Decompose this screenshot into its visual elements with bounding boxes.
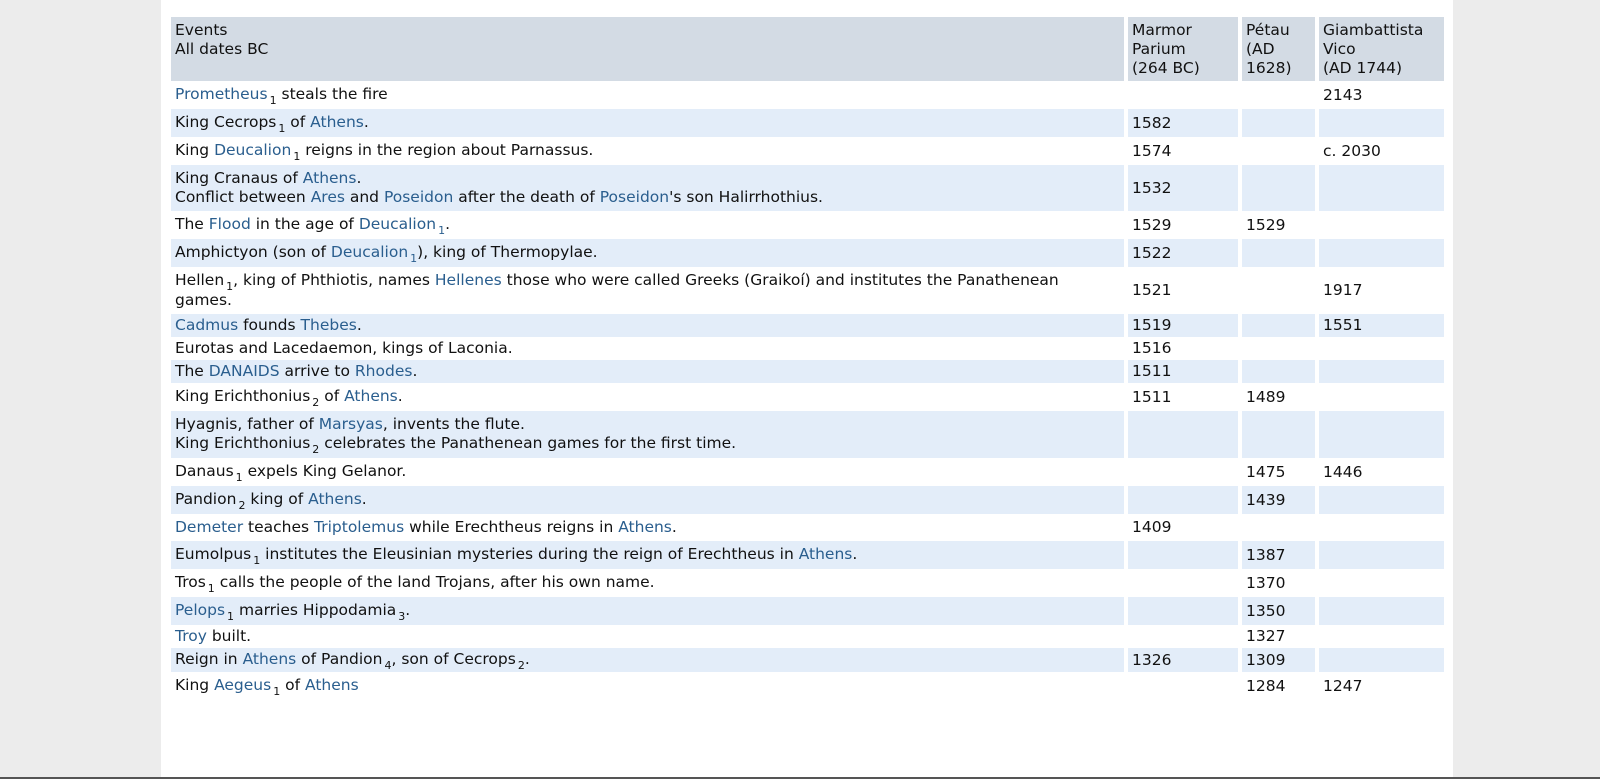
event-cell	[171, 648, 1128, 672]
event-line	[175, 650, 1120, 670]
event-line	[175, 85, 1120, 105]
table-body	[171, 81, 1444, 700]
marmor-date-cell	[1128, 109, 1242, 137]
subscript-number: 2	[517, 659, 525, 672]
event-line	[175, 676, 1120, 696]
event-text: expels King Gelanor.	[242, 462, 407, 480]
table-row	[171, 337, 1444, 360]
petau-date-cell	[1242, 109, 1319, 137]
entity-link[interactable]: Athens	[302, 169, 357, 187]
entity-link[interactable]: Athens	[618, 518, 672, 536]
event-line	[175, 316, 1120, 335]
date-value: 1519	[1132, 316, 1172, 334]
event-text: Amphictyon (son of	[175, 243, 331, 261]
vico-date-cell	[1319, 239, 1444, 267]
entity-link[interactable]: Poseidon	[383, 188, 454, 206]
header-petau	[1242, 17, 1319, 81]
event-text: King	[175, 676, 215, 694]
event-cell	[171, 458, 1128, 486]
subscript-number: 4	[384, 659, 392, 672]
entity-link[interactable]: Aegeus	[214, 676, 272, 694]
entity-link[interactable]: Deucalion	[214, 141, 292, 159]
vico-date-cell	[1319, 211, 1444, 239]
event-line	[175, 601, 1120, 621]
subscript-number: 1	[273, 685, 281, 698]
date-value: 1551	[1323, 316, 1363, 334]
event-text: .	[363, 113, 369, 131]
date-value: 1327	[1246, 627, 1286, 645]
event-cell	[171, 411, 1128, 458]
date-value: 1370	[1246, 573, 1286, 592]
event-line	[175, 243, 1120, 263]
header-events	[171, 17, 1128, 81]
date-value: 1917	[1323, 281, 1363, 299]
vico-date-cell	[1319, 597, 1444, 625]
vico-date-cell	[1319, 411, 1444, 458]
vico-date-cell	[1319, 625, 1444, 648]
petau-date-cell	[1242, 267, 1319, 314]
date-value: 1521	[1132, 281, 1172, 299]
table-row	[171, 486, 1444, 514]
event-line	[175, 545, 1120, 565]
petau-date-cell	[1242, 81, 1319, 109]
event-cell	[171, 597, 1128, 625]
event-text: those who were called Greeks (Graikoí) and institutes the Panathenean games.	[175, 271, 1059, 309]
event-text: institutes the Eleusinian mysteries during the reign of Erechtheus in	[260, 545, 799, 563]
table-row	[171, 383, 1444, 411]
event-line	[175, 415, 1120, 434]
table-row	[171, 625, 1444, 648]
entity-link[interactable]: Troy	[175, 627, 207, 645]
event-cell	[171, 541, 1128, 569]
petau-date-cell	[1242, 672, 1319, 700]
event-text: Eumolpus	[175, 545, 252, 563]
date-value: 1489	[1246, 387, 1286, 406]
entity-link[interactable]: DANAIDS	[208, 362, 280, 380]
header-marmor-parium	[1128, 17, 1242, 81]
vico-date-cell	[1319, 672, 1444, 700]
event-line	[175, 518, 1120, 537]
event-text: .	[445, 215, 450, 233]
header-petau-line: Pétau	[1246, 21, 1290, 39]
marmor-date-cell	[1128, 383, 1242, 411]
event-text: Reign in	[175, 650, 243, 668]
header-vico	[1319, 17, 1444, 81]
vico-date-cell	[1319, 541, 1444, 569]
marmor-date-cell	[1128, 239, 1242, 267]
petau-date-cell	[1242, 625, 1319, 648]
petau-date-cell	[1242, 411, 1319, 458]
event-text: Conflict between	[175, 188, 311, 206]
date-value: 1529	[1132, 215, 1172, 234]
date-value: 1247	[1323, 676, 1363, 695]
subscript-number: 3	[398, 610, 406, 623]
marmor-date-cell	[1128, 569, 1242, 597]
event-cell	[171, 383, 1128, 411]
header-petau-line: 1628)	[1246, 59, 1292, 77]
event-text: , king of Phthiotis, names	[233, 271, 435, 289]
petau-date-cell	[1242, 337, 1319, 360]
marmor-date-cell	[1128, 648, 1242, 672]
event-text: Eurotas and Lacedaemon, kings of Laconia.	[175, 339, 513, 357]
marmor-date-cell	[1128, 597, 1242, 625]
petau-date-cell	[1242, 458, 1319, 486]
table-row	[171, 267, 1444, 314]
event-text: in the age of	[250, 215, 359, 233]
table-row	[171, 314, 1444, 337]
date-value: c. 2030	[1323, 141, 1381, 160]
table-row	[171, 458, 1444, 486]
date-value: 1309	[1246, 650, 1286, 669]
entity-link[interactable]: Marsyas	[318, 415, 383, 433]
table-row	[171, 648, 1444, 672]
vico-date-cell	[1319, 383, 1444, 411]
entity-link[interactable]: Athens	[308, 490, 362, 508]
date-value: 1387	[1246, 545, 1286, 564]
event-text: of Pandion	[296, 650, 383, 668]
marmor-date-cell	[1128, 625, 1242, 648]
event-cell	[171, 81, 1128, 109]
petau-date-cell	[1242, 211, 1319, 239]
petau-date-cell	[1242, 239, 1319, 267]
date-value: 1529	[1246, 215, 1286, 234]
chronology-table	[171, 17, 1444, 700]
event-text: The	[175, 215, 209, 233]
table-row	[171, 165, 1444, 211]
vico-date-cell	[1319, 81, 1444, 109]
event-text: built.	[206, 627, 252, 645]
entity-link[interactable]: Thebes	[300, 316, 357, 334]
marmor-date-cell	[1128, 411, 1242, 458]
event-line	[175, 362, 1120, 381]
vico-date-cell	[1319, 137, 1444, 165]
event-line	[175, 627, 1120, 646]
table-row	[171, 109, 1444, 137]
event-cell	[171, 672, 1128, 700]
event-line	[175, 271, 1120, 310]
event-cell	[171, 514, 1128, 541]
petau-date-cell	[1242, 486, 1319, 514]
event-cell	[171, 211, 1128, 239]
event-text: King Erichthonius	[175, 387, 311, 405]
event-line	[175, 113, 1120, 133]
petau-date-cell	[1242, 569, 1319, 597]
petau-date-cell	[1242, 383, 1319, 411]
entity-link[interactable]: Athens	[798, 545, 853, 563]
entity-link[interactable]: Hellenes	[434, 271, 502, 289]
date-value: 2143	[1323, 85, 1363, 104]
vico-date-cell	[1319, 514, 1444, 541]
event-cell	[171, 314, 1128, 337]
date-value: 1409	[1132, 518, 1172, 536]
entity-link[interactable]: Athens	[310, 113, 364, 131]
vico-date-cell	[1319, 109, 1444, 137]
event-text: and	[344, 188, 384, 206]
table-header-row	[171, 17, 1444, 81]
subscript-number[interactable]: 1	[438, 224, 446, 237]
date-value: 1511	[1132, 387, 1172, 406]
vico-date-cell	[1319, 337, 1444, 360]
subscript-number: 2	[312, 443, 320, 456]
date-value: 1446	[1323, 462, 1363, 481]
petau-date-cell	[1242, 541, 1319, 569]
event-text: The	[175, 362, 209, 380]
subscript-number: 1	[253, 554, 261, 567]
petau-date-cell	[1242, 597, 1319, 625]
vico-date-cell	[1319, 360, 1444, 383]
table-row	[171, 211, 1444, 239]
event-text: marries Hippodamia	[234, 601, 397, 619]
table-row	[171, 360, 1444, 383]
event-text: reigns in the region about Parnassus.	[300, 141, 594, 159]
event-text: while Erechtheus reigns in	[404, 518, 619, 536]
entity-link[interactable]: Poseidon	[599, 188, 670, 206]
subscript-number: 2	[312, 396, 320, 409]
table-row	[171, 239, 1444, 267]
event-text: founds	[238, 316, 301, 334]
table-row	[171, 541, 1444, 569]
event-text: of	[280, 676, 306, 694]
event-text: Hyagnis, father of	[175, 415, 319, 433]
event-text: Pandion	[175, 490, 237, 508]
event-cell	[171, 267, 1128, 314]
table-row	[171, 81, 1444, 109]
event-text: steals the fire	[276, 85, 388, 103]
subscript-number: 1	[227, 610, 235, 623]
header-petau-line: (AD	[1246, 40, 1275, 58]
event-text: King Cranaus of	[175, 169, 303, 187]
content-page	[161, 0, 1453, 779]
subscript-number: 1	[269, 94, 277, 107]
event-text: .	[852, 545, 858, 563]
subscript-number: 1	[293, 150, 301, 163]
marmor-date-cell	[1128, 514, 1242, 541]
marmor-date-cell	[1128, 486, 1242, 514]
table-row	[171, 411, 1444, 458]
event-line	[175, 169, 1120, 188]
event-text: ), king of Thermopylae.	[417, 243, 598, 261]
date-value: 1516	[1132, 339, 1172, 357]
table-row	[171, 569, 1444, 597]
event-line	[175, 141, 1120, 161]
subscript-number: 1	[226, 280, 234, 293]
header-marmor-line: (264 BC)	[1132, 59, 1200, 77]
entity-link[interactable]: Cadmus	[175, 316, 239, 334]
marmor-date-cell	[1128, 137, 1242, 165]
petau-date-cell	[1242, 137, 1319, 165]
date-value: 1439	[1246, 490, 1286, 509]
event-text: .	[356, 169, 362, 187]
event-line	[175, 434, 1120, 454]
event-text: of	[285, 113, 311, 131]
vico-date-cell	[1319, 486, 1444, 514]
event-text: arrive to	[279, 362, 355, 380]
event-text: King	[175, 141, 215, 159]
event-text: after the death of	[453, 188, 600, 206]
date-value: 1574	[1132, 141, 1172, 160]
event-text: .	[671, 518, 677, 536]
petau-date-cell	[1242, 514, 1319, 541]
header-vico-line: (AD 1744)	[1323, 59, 1403, 77]
marmor-date-cell	[1128, 337, 1242, 360]
date-value: 1475	[1246, 462, 1286, 481]
event-text: .	[524, 650, 530, 668]
subscript-number: 1	[207, 582, 215, 595]
event-text: , son of Cecrops	[391, 650, 516, 668]
event-cell	[171, 486, 1128, 514]
header-marmor-line: Marmor	[1132, 21, 1192, 39]
petau-date-cell	[1242, 360, 1319, 383]
vico-date-cell	[1319, 458, 1444, 486]
event-cell	[171, 109, 1128, 137]
petau-date-cell	[1242, 165, 1319, 211]
event-cell	[171, 137, 1128, 165]
vico-date-cell	[1319, 165, 1444, 211]
marmor-date-cell	[1128, 211, 1242, 239]
event-cell	[171, 337, 1128, 360]
event-text: calls the people of the land Trojans, after his own name.	[214, 573, 655, 591]
header-vico-line: Giambattista	[1323, 21, 1424, 39]
event-line	[175, 490, 1120, 510]
event-text: teaches	[243, 518, 315, 536]
entity-link[interactable]: Flood	[208, 215, 251, 233]
marmor-date-cell	[1128, 81, 1242, 109]
event-line	[175, 462, 1120, 482]
date-value: 1522	[1132, 243, 1172, 262]
event-cell	[171, 360, 1128, 383]
entity-link[interactable]: Demeter	[175, 518, 244, 536]
event-line	[175, 339, 1120, 358]
event-line	[175, 387, 1120, 407]
event-text: .	[397, 387, 403, 405]
marmor-date-cell	[1128, 458, 1242, 486]
event-line	[175, 215, 1120, 235]
date-value: 1350	[1246, 601, 1286, 620]
event-text: Tros	[175, 573, 206, 591]
entity-link[interactable]: Triptolemus	[314, 518, 405, 536]
entity-link[interactable]: Athens	[305, 676, 359, 694]
event-text: King Cecrops	[175, 113, 277, 131]
event-text: Hellen	[175, 271, 225, 289]
event-text: , invents the flute.	[382, 415, 525, 433]
header-events-title: Events	[175, 21, 228, 39]
event-text: .	[356, 316, 362, 334]
event-text: .	[405, 601, 411, 619]
petau-date-cell	[1242, 648, 1319, 672]
entity-link[interactable]: Pelops	[175, 601, 226, 619]
marmor-date-cell	[1128, 314, 1242, 337]
vico-date-cell	[1319, 648, 1444, 672]
event-line	[175, 188, 1120, 207]
marmor-date-cell	[1128, 165, 1242, 211]
subscript-number: 1	[278, 122, 286, 135]
header-marmor-line: Parium	[1132, 40, 1186, 58]
subscript-number[interactable]: 1	[410, 252, 418, 265]
date-value: 1511	[1132, 362, 1172, 380]
vico-date-cell	[1319, 314, 1444, 337]
event-text: king of	[245, 490, 309, 508]
vico-date-cell	[1319, 267, 1444, 314]
date-value: 1284	[1246, 676, 1286, 695]
entity-link[interactable]: Deucalion	[358, 215, 437, 233]
date-value: 1582	[1132, 113, 1172, 132]
event-cell	[171, 569, 1128, 597]
date-value: 1326	[1132, 650, 1172, 669]
entity-link[interactable]: Ares	[310, 188, 345, 206]
event-text: of	[319, 387, 345, 405]
header-vico-line: Vico	[1323, 40, 1356, 58]
marmor-date-cell	[1128, 672, 1242, 700]
marmor-date-cell	[1128, 360, 1242, 383]
event-text: .	[412, 362, 418, 380]
entity-link[interactable]: Deucalion	[330, 243, 409, 261]
marmor-date-cell	[1128, 267, 1242, 314]
subscript-number: 1	[235, 471, 243, 484]
event-line	[175, 573, 1120, 593]
event-cell	[171, 239, 1128, 267]
subscript-number: 2	[238, 499, 246, 512]
event-text: .	[361, 490, 367, 508]
table-row	[171, 137, 1444, 165]
date-value: 1532	[1132, 178, 1172, 197]
event-cell	[171, 165, 1128, 211]
table-row	[171, 597, 1444, 625]
event-text: King Erichthonius	[175, 434, 311, 452]
petau-date-cell	[1242, 314, 1319, 337]
vico-date-cell	[1319, 569, 1444, 597]
entity-link[interactable]: Athens	[344, 387, 398, 405]
event-text: celebrates the Panathenean games for the first time.	[319, 434, 737, 452]
entity-link[interactable]: Rhodes	[354, 362, 413, 380]
entity-link[interactable]: Prometheus	[175, 85, 268, 103]
table-row	[171, 514, 1444, 541]
entity-link[interactable]: Athens	[242, 650, 297, 668]
event-text: Danaus	[175, 462, 234, 480]
event-cell	[171, 625, 1128, 648]
header-events-subtitle: All dates BC	[175, 40, 269, 58]
event-text: 's son Halirrhothius.	[669, 188, 823, 206]
table-row	[171, 672, 1444, 700]
marmor-date-cell	[1128, 541, 1242, 569]
